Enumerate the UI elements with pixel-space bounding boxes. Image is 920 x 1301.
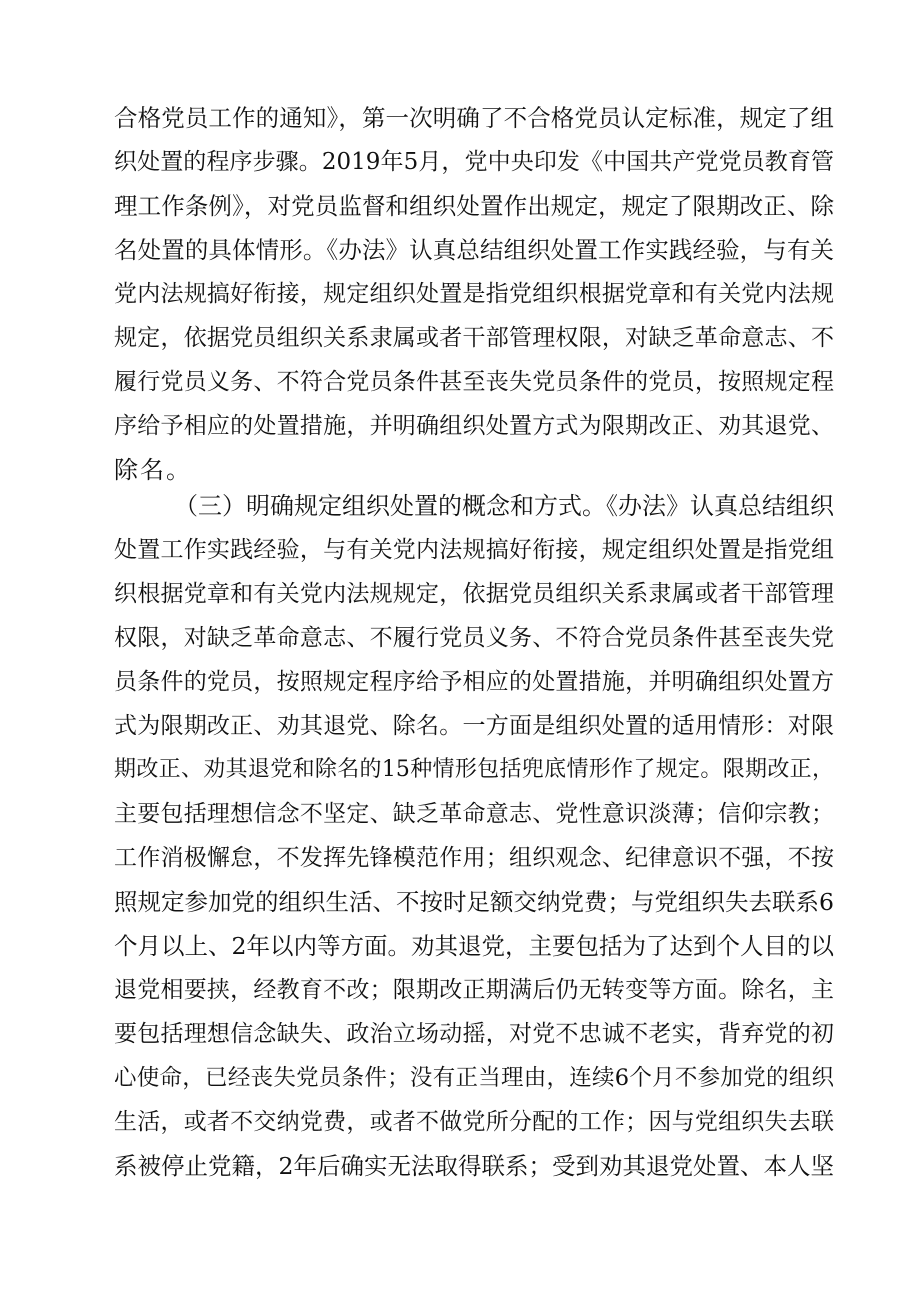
- text-line: 系被停止党籍，2年后确实无法取得联系；受到劝其退党处置、本人坚: [114, 1152, 834, 1180]
- paragraph-continued: [114, 96, 834, 492]
- text-line: 个月以上、2年以内等方面。劝其退党，主要包括为了达到个人目的以: [114, 932, 834, 960]
- text-line: 党内法规搞好衔接，规定组织处置是指党组织根据党章和有关党内法规: [114, 281, 834, 307]
- text-line: 序给予相应的处置措施，并明确组织处置方式为限期改正、劝其退党、: [114, 413, 834, 439]
- text-line: 员条件的党员，按照规定程序给予相应的处置措施，并明确组织处置方: [114, 669, 834, 695]
- text-line: 要包括理想信念缺失、政治立场动摇，对党不忠诚不老实，背弃党的初: [114, 1021, 834, 1047]
- text-line: 照规定参加党的组织生活、不按时足额交纳党费；与党组织失去联系6: [114, 888, 834, 916]
- text-line: 织根据党章和有关党内法规规定，依据党员组织关系隶属或者干部管理: [114, 581, 834, 607]
- text-line: 规定，依据党员组织关系隶属或者干部管理权限，对缺乏革命意志、不: [114, 325, 834, 351]
- text-line: 期改正、劝其退党和除名的15种情形包括兜底情形作了规定。限期改正，: [114, 757, 834, 782]
- section-heading-line: （三）明确规定组织处置的概念和方式。《办法》认真总结组织: [174, 492, 834, 520]
- paragraph-section-three: [114, 484, 834, 1188]
- text-line: 织处置的程序步骤。2019年5月，党中央印发《中国共产党党员教育管: [114, 149, 834, 175]
- text-line: 处置工作实践经验，与有关党内法规搞好衔接，规定组织处置是指党组: [114, 537, 834, 563]
- text-line: 心使命，已经丧失党员条件；没有正当理由，连续6个月不参加党的组织: [114, 1065, 834, 1091]
- text-line: 理工作条例》，对党员监督和组织处置作出规定，规定了限期改正、除: [114, 192, 834, 220]
- text-line: 除名。: [114, 456, 192, 484]
- text-line: 合格党员工作的通知》，第一次明确了不合格党员认定标准，规定了组: [114, 104, 834, 132]
- text-line: 生活，或者不交纳党费，或者不做党所分配的工作；因与党组织失去联: [114, 1109, 834, 1135]
- text-line: 权限，对缺乏革命意志、不履行党员义务、不符合党员条件甚至丧失党: [114, 625, 834, 651]
- text-line: 履行党员义务、不符合党员条件甚至丧失党员条件的党员，按照规定程: [114, 369, 834, 395]
- text-line: 退党相要挟，经教育不改；限期改正期满后仍无转变等方面。除名，主: [114, 977, 834, 1003]
- text-line: 工作消极懈怠，不发挥先锋模范作用；组织观念、纪律意识不强，不按: [114, 845, 834, 871]
- text-line: 主要包括理想信念不坚定、缺乏革命意志、党性意识淡薄；信仰宗教；: [114, 801, 834, 827]
- text-line: 式为限期改正、劝其退党、除名。一方面是组织处置的适用情形：对限: [114, 713, 834, 739]
- text-line: 名处置的具体情形。《办法》认真总结组织处置工作实践经验，与有关: [114, 236, 834, 264]
